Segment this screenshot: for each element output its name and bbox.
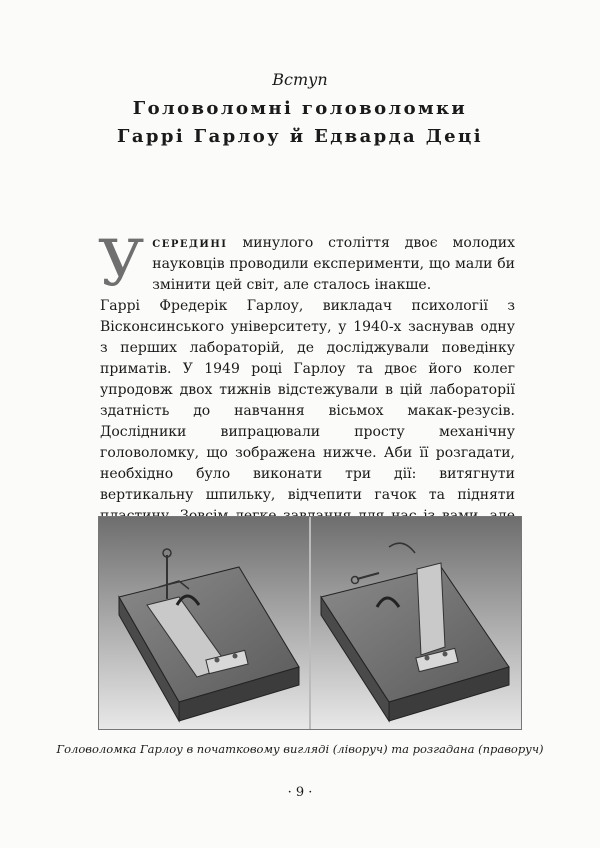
puzzle-solved-state [311, 517, 521, 729]
chapter-title-line-1: Головоломні головоломки [132, 98, 468, 119]
page-number: · 9 · [287, 785, 313, 800]
puzzle-figure [98, 516, 522, 730]
chapter-kicker: Вступ [272, 70, 328, 89]
figure-caption: Головоломка Гарлоу в початковому вигляді (ліворуч) та розгадана (праворуч) [56, 742, 544, 756]
lead-in-smallcaps: середині [152, 235, 228, 251]
chapter-title-line-2: Гаррі Гарлоу й Едварда Деці [117, 126, 483, 147]
chapter-title [0, 95, 600, 151]
drop-cap: У [98, 227, 145, 301]
paragraph-1 [98, 227, 515, 301]
paragraph-2: Гаррі Фредерік Гарлоу, викладач психології з Вісконсинського університету, у 1940-х заснував одну з перших лабораторій, де досліджували поведінку приматів. У 1949 році Гарлоу та двоє його колег упродовж двох тижнів відстежували в цій лабораторії здатність до навчання вісьмох макак-резусів. Дослідники випрацювали просту механічну головоломку, що зображена нижче. Аби її розгадати, необхідно було виконати три дії: витягнути вертикальну шпильку, відчепити гачок та підняти [100, 298, 515, 503]
puzzle-illustration [99, 517, 521, 729]
puzzle-initial-state [99, 517, 309, 729]
body-text [98, 227, 515, 548]
paragraph-1-text: минулого століття двоє молодих науковців проводили експерименти, що мали би змінити цей світ, але сталось інакше. [152, 235, 515, 293]
